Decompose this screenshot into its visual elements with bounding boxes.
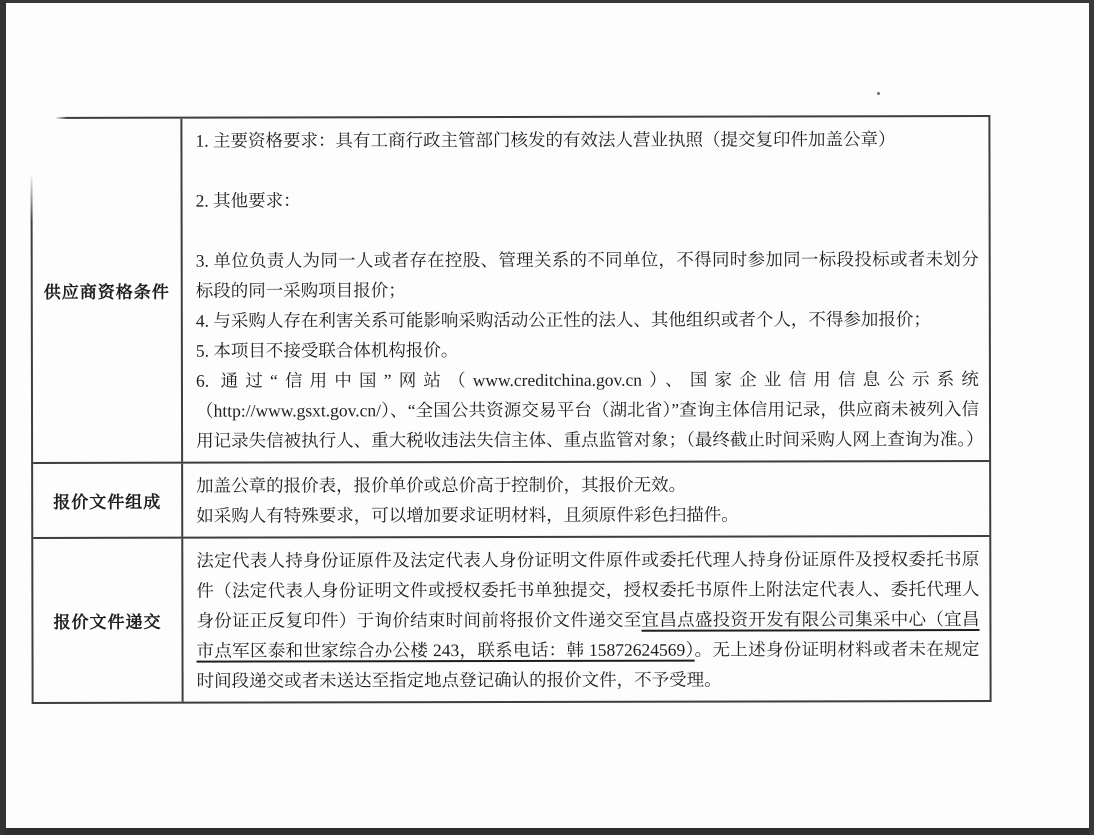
submission-paragraph: [196, 544, 979, 696]
scan-speck: [877, 92, 880, 95]
table-row-supplier-qualification: [32, 117, 989, 462]
qualification-item-6: 6. 通过“信用中国”网站（www.creditchina.gov.cn）、国家企业信用信息公示系统（http://www.gsxt.gov.cn/）、“全国公共资源交易平台（湖北省）”查询主体信用记录，供应商未被列入信用记录失信被执行人、重大税收违法失信主体、重点监管对象；（最终截止时间采购人网上查询为准。）: [195, 369, 984, 451]
row-label-supplier-qualification: 供应商资格条件: [32, 119, 183, 462]
submission-text-before: 法定代表人持身份证原件及法定代表人身份证明文件原件或委托代理人持身份证原件及授权委托书原件（法定代表人身份证明文件或授权委托书单独提交，授权委托书原件上附法定代表人、委托代理人身份证正反复印件）于询价结束时间前将报价文件递交至: [196, 549, 980, 631]
qualification-item-2: 2. 其他要求：: [195, 190, 301, 211]
scan-edge-left: [0, 0, 6, 835]
table-row-quotation-submission: [33, 535, 989, 702]
qualification-item-3: 3. 单位负责人为同一人或者存在控股、管理关系的不同单位，不得同时参加同一标段投标或者未划分标段的同一采购项目报价；: [195, 249, 979, 301]
scan-edge-top: [0, 0, 1094, 3]
qualification-item-1: 1. 主要资格要求：具有工商行政主管部门核发的有效法人营业执照（提交复印件加盖公章）: [195, 129, 896, 151]
composition-line-2: 如采购人有特殊要求，可以增加要求证明材料，且须原件彩色扫描件。: [196, 504, 739, 526]
scan-edge-bottom: [0, 828, 1094, 835]
submission-text-after: 。无上述身份证明材料或者未在规定时间段递交或者未送达至指定地点登记确认的报价文件，不予受理。: [196, 639, 980, 691]
qualification-item-4: 4. 与采购人存在利害关系可能影响采购活动公正性的法人、其他组织或者个人，不得参加报价；: [195, 309, 931, 331]
table-row-quotation-composition: [33, 460, 989, 537]
scan-fade-artifact-top: [33, 113, 67, 120]
composition-line-1: 加盖公章的报价表，报价单价或总价高于控制价，其报价无效。: [196, 474, 687, 496]
row-label-quotation-composition: 报价文件组成: [33, 464, 183, 537]
procurement-conditions-table: [30, 115, 991, 704]
scan-fade-artifact-left: [28, 114, 36, 222]
row-label-quotation-submission: 报价文件递交: [33, 539, 183, 702]
row-content-quotation-submission: [183, 537, 989, 702]
scan-edge-right: [1089, 0, 1094, 835]
row-content-quotation-composition: [183, 462, 989, 537]
row-content-supplier-qualification: [182, 117, 989, 462]
qualification-item-5: 5. 本项目不接受联合体机构报价。: [195, 340, 459, 361]
submission-delivery-address-underlined: 宜昌点盛投资开发有限公司集采中心（宜昌市点军区泰和世家综合办公楼 243，联系电话：韩 15872624569）: [196, 609, 980, 661]
